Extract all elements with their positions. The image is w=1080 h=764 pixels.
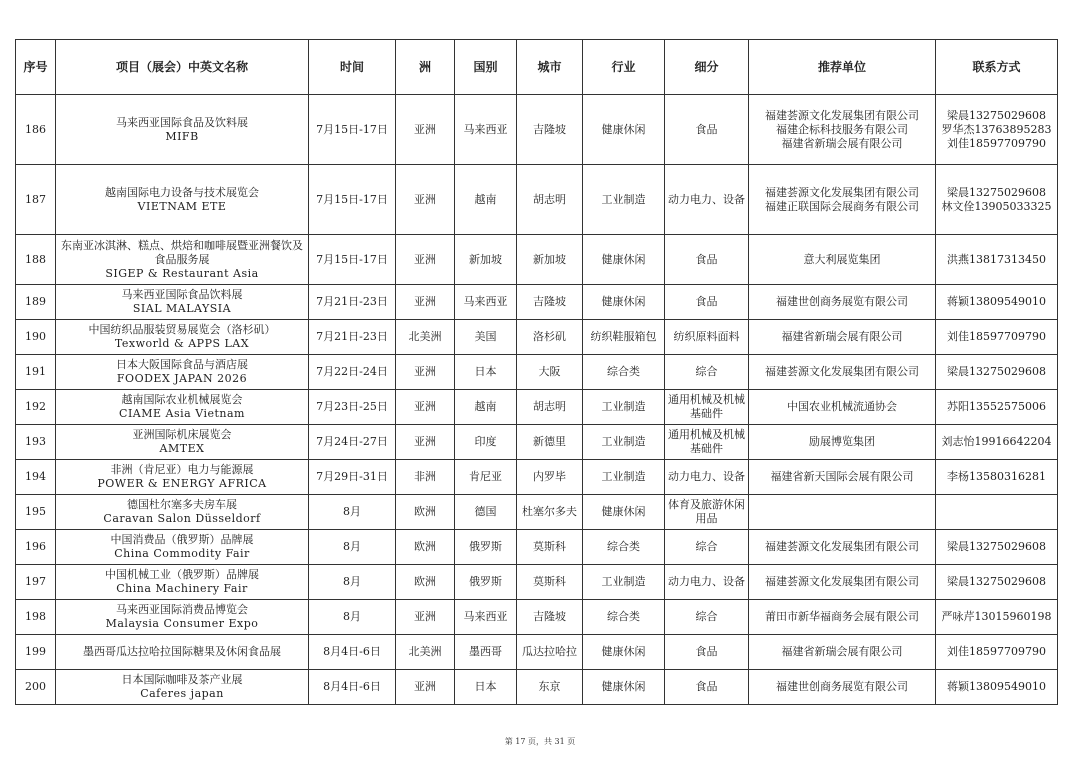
exhibition-name — [56, 95, 309, 165]
exhibition-continent: 亚洲 — [396, 355, 455, 390]
recommender-unit-line: 福建世创商务展览有限公司 — [776, 295, 908, 308]
recommender-unit — [749, 235, 936, 285]
table-row — [16, 425, 1058, 460]
recommender-unit-line: 福建荟源文化发展集团有限公司 — [765, 185, 919, 199]
contact-line: 苏阳13552575006 — [947, 400, 1046, 413]
exhibition-name-en: Caravan Salon Düsseldorf — [103, 512, 261, 525]
contact-line: 刘佳18597709790 — [947, 645, 1046, 658]
exhibition-name-en: Malaysia Consumer Expo — [105, 617, 259, 630]
exhibition-industry: 综合类 — [583, 355, 665, 390]
contact-info — [936, 390, 1058, 425]
exhibition-name — [56, 670, 309, 705]
exhibition-name-cn: 墨西哥瓜达拉哈拉国际糖果及休闲食品展 — [83, 645, 281, 658]
table-row — [16, 285, 1058, 320]
exhibition-industry: 健康休闲 — [583, 235, 665, 285]
exhibition-subcategory: 纺织原料面料 — [665, 320, 749, 355]
recommender-unit — [749, 285, 936, 320]
contact-info — [936, 235, 1058, 285]
row-number: 188 — [16, 235, 56, 285]
contact-info — [936, 530, 1058, 565]
exhibition-city: 吉隆坡 — [517, 285, 583, 320]
row-number: 189 — [16, 285, 56, 320]
exhibition-country: 越南 — [455, 165, 517, 235]
contact-info — [936, 600, 1058, 635]
exhibition-subcategory: 体育及旅游休闲用品 — [665, 495, 749, 530]
exhibition-subcategory: 通用机械及机械基础件 — [665, 425, 749, 460]
recommender-unit-line: 意大利展览集团 — [803, 252, 881, 266]
exhibition-table — [15, 39, 1058, 705]
exhibition-city: 大阪 — [517, 355, 583, 390]
exhibition-industry: 健康休闲 — [583, 95, 665, 165]
exhibition-city: 吉隆坡 — [517, 600, 583, 635]
header-industry: 行业 — [583, 40, 665, 95]
contact-line: 李杨13580316281 — [947, 470, 1046, 483]
recommender-unit-line: 福建荟源文化发展集团有限公司 — [765, 540, 919, 553]
header-city: 城市 — [517, 40, 583, 95]
exhibition-name-cn: 中国纺织品服装贸易展览会（洛杉矶） — [88, 323, 276, 336]
header-contact: 联系方式 — [936, 40, 1058, 95]
header-recommender: 推荐单位 — [749, 40, 936, 95]
header-continent: 洲 — [396, 40, 455, 95]
exhibition-subcategory: 动力电力、设备 — [665, 565, 749, 600]
exhibition-time: 7月15日-17日 — [309, 235, 396, 285]
exhibition-city: 莫斯科 — [517, 530, 583, 565]
contact-line: 刘佳18597709790 — [947, 136, 1046, 150]
exhibition-name-en: SIGEP & Restaurant Asia — [105, 266, 259, 280]
contact-info — [936, 670, 1058, 705]
table-row — [16, 165, 1058, 235]
exhibition-industry: 综合类 — [583, 600, 665, 635]
exhibition-continent: 北美洲 — [396, 320, 455, 355]
header-name: 项目（展会）中英文名称 — [56, 40, 309, 95]
recommender-unit-line: 福建企标科技服务有限公司 — [776, 122, 908, 136]
exhibition-country: 俄罗斯 — [455, 530, 517, 565]
exhibition-name — [56, 320, 309, 355]
contact-info — [936, 95, 1058, 165]
exhibition-name-cn: 马来西亚国际消费品博览会 — [116, 603, 248, 616]
table-row — [16, 565, 1058, 600]
exhibition-continent: 欧洲 — [396, 495, 455, 530]
exhibition-name — [56, 600, 309, 635]
exhibition-city: 瓜达拉哈拉 — [517, 635, 583, 670]
recommender-unit — [749, 600, 936, 635]
exhibition-continent: 亚洲 — [396, 390, 455, 425]
exhibition-industry: 健康休闲 — [583, 285, 665, 320]
exhibition-subcategory: 综合 — [665, 530, 749, 565]
exhibition-name-cn: 中国消费品（俄罗斯）品牌展 — [110, 533, 254, 546]
contact-line: 罗华杰13763895283 — [941, 122, 1052, 136]
exhibition-continent: 亚洲 — [396, 600, 455, 635]
exhibition-continent: 亚洲 — [396, 95, 455, 165]
recommender-unit-line: 励展博览集团 — [809, 435, 875, 448]
row-number: 197 — [16, 565, 56, 600]
exhibition-name-cn: 亚洲国际机床展览会 — [132, 428, 232, 441]
exhibition-name-cn: 中国机械工业（俄罗斯）品牌展 — [105, 568, 259, 581]
exhibition-name-en: China Machinery Fair — [116, 582, 248, 595]
exhibition-time: 8月4日-6日 — [309, 635, 396, 670]
row-number: 200 — [16, 670, 56, 705]
exhibition-city: 新加坡 — [517, 235, 583, 285]
header-country: 国别 — [455, 40, 517, 95]
contact-info — [936, 165, 1058, 235]
exhibition-city: 新德里 — [517, 425, 583, 460]
contact-line: 蒋颖13809549010 — [947, 295, 1046, 308]
exhibition-continent: 亚洲 — [396, 425, 455, 460]
recommender-unit — [749, 320, 936, 355]
recommender-unit — [749, 635, 936, 670]
contact-line: 刘佳18597709790 — [947, 330, 1046, 343]
exhibition-country: 美国 — [455, 320, 517, 355]
exhibition-name — [56, 390, 309, 425]
exhibition-name — [56, 285, 309, 320]
exhibition-subcategory: 综合 — [665, 355, 749, 390]
exhibition-name-cn: 德国杜尔塞多夫房车展 — [127, 498, 237, 511]
exhibition-name-cn: 日本大阪国际食品与酒店展 — [116, 358, 248, 371]
contact-info — [936, 355, 1058, 390]
table-row — [16, 235, 1058, 285]
exhibition-city: 洛杉矶 — [517, 320, 583, 355]
exhibition-subcategory: 通用机械及机械基础件 — [665, 390, 749, 425]
exhibition-country: 墨西哥 — [455, 635, 517, 670]
row-number: 195 — [16, 495, 56, 530]
contact-info — [936, 635, 1058, 670]
exhibition-continent: 亚洲 — [396, 285, 455, 320]
recommender-unit-line: 福建省新瑞会展有限公司 — [781, 330, 903, 343]
contact-line: 梁晨13275029608 — [947, 365, 1046, 378]
exhibition-subcategory: 食品 — [665, 635, 749, 670]
exhibition-name — [56, 495, 309, 530]
exhibition-industry: 工业制造 — [583, 565, 665, 600]
recommender-unit-line: 福建荟源文化发展集团有限公司 — [765, 575, 919, 588]
contact-line: 蒋颖13809549010 — [947, 680, 1046, 693]
contact-info — [936, 495, 1058, 530]
exhibition-name — [56, 355, 309, 390]
exhibition-industry: 工业制造 — [583, 425, 665, 460]
recommender-unit — [749, 670, 936, 705]
exhibition-industry: 工业制造 — [583, 460, 665, 495]
row-number: 194 — [16, 460, 56, 495]
recommender-unit — [749, 460, 936, 495]
exhibition-continent: 非洲 — [396, 460, 455, 495]
contact-info — [936, 425, 1058, 460]
exhibition-name — [56, 565, 309, 600]
exhibition-subcategory: 食品 — [665, 235, 749, 285]
exhibition-name-en: CIAME Asia Vietnam — [119, 407, 245, 420]
exhibition-city: 杜塞尔多夫 — [517, 495, 583, 530]
contact-line: 刘志怡19916642204 — [941, 435, 1052, 448]
exhibition-name — [56, 530, 309, 565]
row-number: 186 — [16, 95, 56, 165]
recommender-unit-line: 福建省新天国际会展有限公司 — [770, 470, 914, 483]
exhibition-subcategory: 食品 — [665, 670, 749, 705]
exhibition-continent: 欧洲 — [396, 565, 455, 600]
exhibition-continent: 北美洲 — [396, 635, 455, 670]
header-subcategory: 细分 — [665, 40, 749, 95]
table-row — [16, 460, 1058, 495]
exhibition-time: 8月 — [309, 565, 396, 600]
header-no: 序号 — [16, 40, 56, 95]
table-row — [16, 635, 1058, 670]
exhibition-name-en: Texworld & APPS LAX — [114, 337, 250, 350]
contact-line: 林文佺13905033325 — [941, 199, 1052, 213]
exhibition-time: 8月 — [309, 600, 396, 635]
exhibition-time: 8月 — [309, 495, 396, 530]
header-time: 时间 — [309, 40, 396, 95]
page-footer: 第 17 页，共 31 页 — [504, 737, 576, 746]
exhibition-city: 吉隆坡 — [517, 95, 583, 165]
exhibition-name-en: MIFB — [165, 129, 199, 143]
exhibition-subcategory: 动力电力、设备 — [665, 165, 749, 235]
contact-info — [936, 320, 1058, 355]
exhibition-country: 马来西亚 — [455, 285, 517, 320]
exhibition-city: 东京 — [517, 670, 583, 705]
exhibition-time: 7月23日-25日 — [309, 390, 396, 425]
recommender-unit — [749, 95, 936, 165]
contact-line: 洪燕13817313450 — [947, 252, 1046, 266]
recommender-unit-line: 福建荟源文化发展集团有限公司 — [765, 108, 919, 122]
table-row — [16, 495, 1058, 530]
exhibition-industry: 工业制造 — [583, 165, 665, 235]
exhibition-subcategory: 食品 — [665, 95, 749, 165]
exhibition-continent: 亚洲 — [396, 670, 455, 705]
exhibition-name-en: POWER & ENERGY AFRICA — [97, 477, 267, 490]
row-number: 196 — [16, 530, 56, 565]
exhibition-subcategory: 动力电力、设备 — [665, 460, 749, 495]
recommender-unit-line: 福建正联国际会展商务有限公司 — [765, 199, 919, 213]
exhibition-name-en: SIAL MALAYSIA — [132, 302, 232, 315]
exhibition-name — [56, 425, 309, 460]
table-row — [16, 600, 1058, 635]
recommender-unit — [749, 425, 936, 460]
exhibition-name-en: VIETNAM ETE — [137, 199, 227, 213]
exhibition-continent: 亚洲 — [396, 235, 455, 285]
exhibition-continent: 欧洲 — [396, 530, 455, 565]
recommender-unit-line: 福建省新瑞会展有限公司 — [781, 136, 903, 150]
exhibition-city: 胡志明 — [517, 165, 583, 235]
row-number: 192 — [16, 390, 56, 425]
recommender-unit — [749, 355, 936, 390]
exhibition-country: 日本 — [455, 355, 517, 390]
row-number: 190 — [16, 320, 56, 355]
exhibition-name-cn: 越南国际电力设备与技术展览会 — [105, 185, 259, 199]
exhibition-name — [56, 235, 309, 285]
row-number: 193 — [16, 425, 56, 460]
exhibition-industry: 健康休闲 — [583, 670, 665, 705]
exhibition-name-en: Caferes japan — [140, 687, 224, 700]
exhibition-city: 莫斯科 — [517, 565, 583, 600]
exhibition-time: 7月24日-27日 — [309, 425, 396, 460]
exhibition-name-en: China Commodity Fair — [114, 547, 250, 560]
exhibition-time: 7月15日-17日 — [309, 165, 396, 235]
exhibition-country: 马来西亚 — [455, 600, 517, 635]
exhibition-time: 8月 — [309, 530, 396, 565]
exhibition-country: 新加坡 — [455, 235, 517, 285]
exhibition-industry: 健康休闲 — [583, 635, 665, 670]
recommender-unit — [749, 530, 936, 565]
table-row — [16, 530, 1058, 565]
recommender-unit — [749, 390, 936, 425]
exhibition-name — [56, 460, 309, 495]
table-row — [16, 95, 1058, 165]
contact-info — [936, 460, 1058, 495]
exhibition-name-cn: 马来西亚国际食品及饮料展 — [116, 115, 248, 129]
exhibition-name-cn: 非洲（肯尼亚）电力与能源展 — [110, 463, 254, 476]
contact-info — [936, 565, 1058, 600]
exhibition-name-en: AMTEX — [159, 442, 205, 455]
exhibition-continent: 亚洲 — [396, 165, 455, 235]
contact-info — [936, 285, 1058, 320]
recommender-unit-line: 福建省新瑞会展有限公司 — [781, 645, 903, 658]
exhibition-time: 7月15日-17日 — [309, 95, 396, 165]
exhibition-name-cn: 马来西亚国际食品饮料展 — [121, 288, 243, 301]
exhibition-country: 越南 — [455, 390, 517, 425]
contact-line: 梁晨13275029608 — [947, 185, 1046, 199]
exhibition-industry: 工业制造 — [583, 390, 665, 425]
exhibition-time: 8月4日-6日 — [309, 670, 396, 705]
exhibition-industry: 综合类 — [583, 530, 665, 565]
exhibition-country: 俄罗斯 — [455, 565, 517, 600]
row-number: 187 — [16, 165, 56, 235]
exhibition-industry: 纺织鞋服箱包 — [583, 320, 665, 355]
contact-line: 严咏芹13015960198 — [941, 610, 1052, 623]
exhibition-country: 德国 — [455, 495, 517, 530]
recommender-unit-line: 福建世创商务展览有限公司 — [776, 680, 908, 693]
table-row — [16, 355, 1058, 390]
table-row — [16, 320, 1058, 355]
exhibition-country: 马来西亚 — [455, 95, 517, 165]
exhibition-name-en: FOODEX JAPAN 2026 — [116, 372, 248, 385]
exhibition-name — [56, 165, 309, 235]
recommender-unit — [749, 565, 936, 600]
exhibition-time: 7月22日-24日 — [309, 355, 396, 390]
recommender-unit — [749, 495, 936, 530]
exhibition-name-cn: 东南亚冰淇淋、糕点、烘焙和咖啡展暨亚洲餐饮及食品服务展 — [61, 238, 303, 266]
row-number: 199 — [16, 635, 56, 670]
recommender-unit-line: 中国农业机械流通协会 — [787, 400, 897, 413]
exhibition-city: 胡志明 — [517, 390, 583, 425]
contact-line: 梁晨13275029608 — [947, 108, 1046, 122]
contact-line: 梁晨13275029608 — [947, 540, 1046, 553]
table-body — [16, 95, 1058, 705]
exhibition-country: 肯尼亚 — [455, 460, 517, 495]
exhibition-time: 7月21日-23日 — [309, 285, 396, 320]
exhibition-city: 内罗毕 — [517, 460, 583, 495]
recommender-unit — [749, 165, 936, 235]
row-number: 198 — [16, 600, 56, 635]
exhibition-industry: 健康休闲 — [583, 495, 665, 530]
recommender-unit-line: 莆田市新华福商务会展有限公司 — [765, 610, 919, 623]
exhibition-time: 7月21日-23日 — [309, 320, 396, 355]
exhibition-country: 日本 — [455, 670, 517, 705]
row-number: 191 — [16, 355, 56, 390]
exhibition-subcategory: 综合 — [665, 600, 749, 635]
contact-line: 梁晨13275029608 — [947, 575, 1046, 588]
recommender-unit-line: 福建荟源文化发展集团有限公司 — [765, 365, 919, 378]
table-header-row — [16, 40, 1058, 95]
exhibition-name-cn: 日本国际咖啡及茶产业展 — [121, 673, 243, 686]
exhibition-country: 印度 — [455, 425, 517, 460]
table-row — [16, 670, 1058, 705]
exhibition-time: 7月29日-31日 — [309, 460, 396, 495]
exhibition-subcategory: 食品 — [665, 285, 749, 320]
exhibition-name — [56, 635, 309, 670]
table-row — [16, 390, 1058, 425]
exhibition-name-cn: 越南国际农业机械展览会 — [121, 393, 243, 406]
